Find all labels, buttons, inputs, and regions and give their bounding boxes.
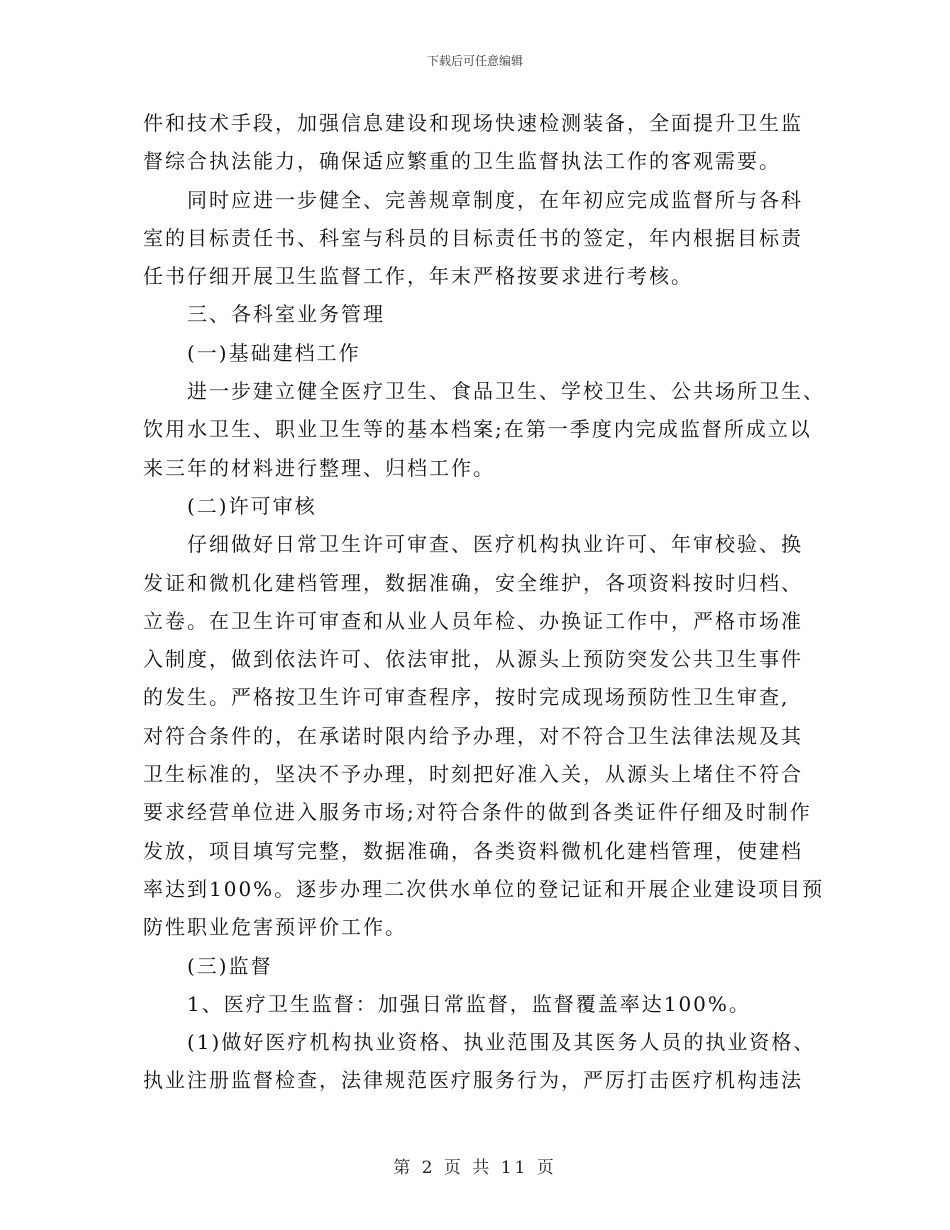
text-line: 立卷。在卫生许可审查和从业人员年检、办换证工作中，严格市场准 <box>143 608 803 633</box>
document-body <box>143 104 825 1100</box>
text-line: 发证和微机化建档管理，数据准确，安全维护，各项资料按时归档、 <box>143 570 803 595</box>
text-line: 卫生标准的，坚决不予办理，时刻把好准入关，从源头上堵住不符合 <box>143 762 803 787</box>
page-footer: 第 2 页 共 11 页 <box>393 1158 557 1178</box>
subsection-heading: (三)监督 <box>187 953 273 978</box>
text-line: (1)做好医疗机构执业资格、执业范围及其医务人员的执业资格、 <box>187 1030 816 1055</box>
text-line: 率达到100%。逐步办理二次供水单位的登记证和开展企业建设项目预 <box>143 876 825 901</box>
text-line: 饮用水卫生、职业卫生等的基本档案;在第一季度内完成监督所成立以 <box>143 417 812 442</box>
text-line: 1、医疗卫生监督：加强日常监督，监督覆盖率达100%。 <box>187 991 751 1016</box>
text-line: 入制度，做到依法许可、依法审批，从源头上预防突发公共卫生事件 <box>143 647 803 672</box>
text-line: 对符合条件的，在承诺时限内给予办理，对不符合卫生法律法规及其 <box>143 723 803 748</box>
text-line: 要求经营单位进入服务市场;对符合条件的做到各类证件仔细及时制作 <box>143 800 812 825</box>
text-line: 进一步建立健全医疗卫生、食品卫生、学校卫生、公共场所卫生、 <box>187 379 825 404</box>
subsection-heading: (二)许可审核 <box>187 493 317 518</box>
page-header: 下载后可任意编辑 <box>426 54 523 68</box>
text-line: 执业注册监督检查，法律规范医疗服务行为，严厉打击医疗机构违法 <box>143 1068 803 1093</box>
text-line: 同时应进一步健全、完善规章制度，在年初应完成监督所与各科 <box>187 187 803 212</box>
text-line: 仔细做好日常卫生许可审查、医疗机构执业许可、年审校验、换 <box>187 532 803 557</box>
text-line: 室的目标责任书、科室与科员的目标责任书的签定，年内根据目标责 <box>143 225 803 250</box>
text-line: 发放，项目填写完整，数据准确，各类资料微机化建档管理，使建档 <box>143 838 803 863</box>
section-heading: 三、各科室业务管理 <box>187 302 385 327</box>
text-line: 防性职业危害预评价工作。 <box>143 915 407 940</box>
text-line: 件和技术手段，加强信息建设和现场快速检测装备，全面提升卫生监 <box>143 111 803 135</box>
text-line: 任书仔细开展卫生监督工作，年末严格按要求进行考核。 <box>143 264 693 289</box>
subsection-heading: (一)基础建档工作 <box>187 340 361 365</box>
text-line: 的发生。严格按卫生许可审查程序，按时完成现场预防性卫生审查, <box>143 685 790 710</box>
text-line: 来三年的材料进行整理、归档工作。 <box>143 455 495 480</box>
text-line: 督综合执法能力，确保适应繁重的卫生监督执法工作的客观需要。 <box>143 149 781 174</box>
